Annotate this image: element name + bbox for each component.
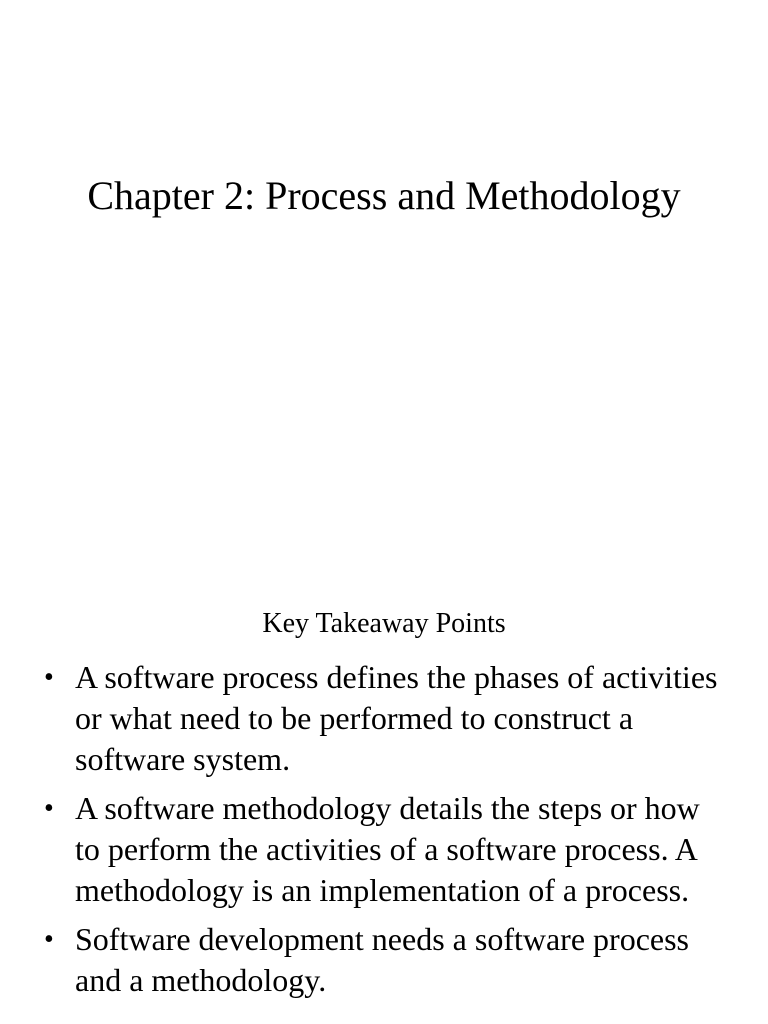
takeaway-list bbox=[0, 657, 768, 1009]
list-item-text: Software development needs a software process and a methodology. bbox=[75, 921, 689, 998]
bullet-icon: • bbox=[44, 662, 54, 693]
list-item-text: A software process defines the phases of activities or what need to be performed to construct a software system. bbox=[75, 659, 718, 777]
list-item bbox=[0, 657, 768, 780]
list-item bbox=[0, 919, 768, 1001]
list-item bbox=[0, 788, 768, 911]
slide-title: Chapter 2: Process and Methodology bbox=[87, 173, 681, 218]
section-heading: Key Takeaway Points bbox=[262, 608, 506, 639]
bullet-icon: • bbox=[44, 793, 54, 824]
bullet-icon: • bbox=[44, 924, 54, 955]
list-item-text: A software methodology details the steps or how to perform the activities of a software process. A methodology is an implementation of a process. bbox=[75, 790, 700, 908]
